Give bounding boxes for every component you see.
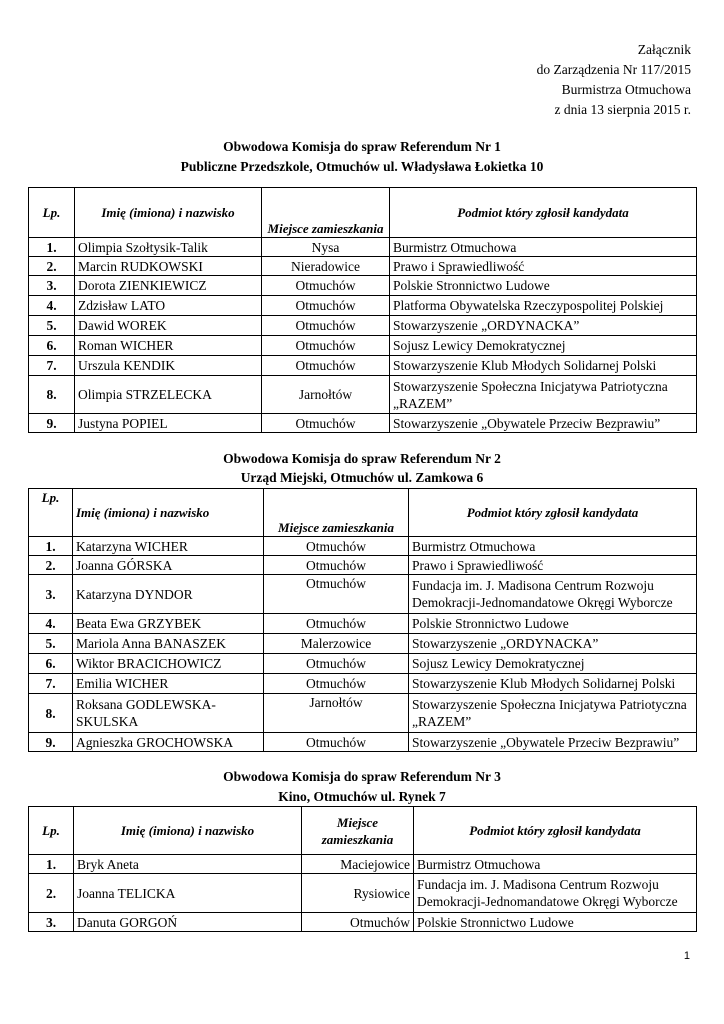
table-row bbox=[29, 913, 697, 932]
col-submitter-header: Podmiot który zgłosił kandydata bbox=[390, 188, 697, 238]
section-1-table bbox=[28, 187, 697, 433]
row-place: Otmuchów bbox=[264, 575, 409, 614]
row-name: Marcin RUDKOWSKI bbox=[75, 257, 262, 276]
row-submitter: Stowarzyszenie „Obywatele Przeciw Bezprawiu” bbox=[390, 414, 697, 433]
col-submitter-header: Podmiot który zgłosił kandydata bbox=[414, 807, 697, 855]
row-place: Otmuchów bbox=[262, 414, 390, 433]
col-lp-header: Lp. bbox=[29, 807, 74, 855]
row-lp: 6. bbox=[29, 654, 73, 674]
table-row bbox=[29, 316, 697, 336]
row-name: Zdzisław LATO bbox=[75, 296, 262, 316]
row-submitter: Polskie Stronnictwo Ludowe bbox=[390, 276, 697, 296]
header-line-3: Burmistrza Otmuchowa bbox=[561, 82, 691, 97]
row-submitter: Stowarzyszenie Klub Młodych Solidarnej Polski bbox=[409, 674, 697, 694]
row-submitter: Burmistrz Otmuchowa bbox=[414, 855, 697, 874]
row-lp: 3. bbox=[29, 575, 73, 614]
table-row bbox=[29, 575, 697, 614]
table-row bbox=[29, 556, 697, 575]
row-name: Bryk Aneta bbox=[74, 855, 302, 874]
row-place: Otmuchów bbox=[262, 276, 390, 296]
row-lp: 8. bbox=[29, 694, 73, 733]
row-lp: 5. bbox=[29, 316, 75, 336]
row-name: Mariola Anna BANASZEK bbox=[73, 634, 264, 654]
col-place-header: Miejsce zamieszkania bbox=[262, 188, 390, 238]
row-name: Beata Ewa GRZYBEK bbox=[73, 614, 264, 634]
row-lp: 9. bbox=[29, 414, 75, 433]
row-submitter: Stowarzyszenie „Obywatele Przeciw Bezprawiu” bbox=[409, 733, 697, 752]
table-row bbox=[29, 414, 697, 433]
row-name: Justyna POPIEL bbox=[75, 414, 262, 433]
row-submitter: Stowarzyszenie „ORDYNACKA” bbox=[390, 316, 697, 336]
section-2-title: Obwodowa Komisja do spraw Referendum Nr 2 bbox=[223, 451, 501, 466]
col-name-header: Imię (imiona) i nazwisko bbox=[74, 807, 302, 855]
table-row bbox=[29, 674, 697, 694]
section-2-subtitle: Urząd Miejski, Otmuchów ul. Zamkowa 6 bbox=[240, 470, 484, 485]
row-submitter: Fundacja im. J. Madisona Centrum Rozwoju Demokracji-Jednomandatowe Okręgi Wyborcze bbox=[414, 874, 697, 913]
table-row bbox=[29, 614, 697, 634]
table-header-row bbox=[29, 188, 697, 238]
section-2-table bbox=[28, 488, 697, 752]
row-lp: 9. bbox=[29, 733, 73, 752]
section-3-table bbox=[28, 806, 697, 932]
table-row bbox=[29, 356, 697, 376]
row-submitter: Stowarzyszenie „ORDYNACKA” bbox=[409, 634, 697, 654]
row-lp: 2. bbox=[29, 556, 73, 575]
table-row bbox=[29, 874, 697, 913]
row-lp: 4. bbox=[29, 614, 73, 634]
row-lp: 2. bbox=[29, 874, 74, 913]
row-place: Otmuchów bbox=[264, 674, 409, 694]
row-lp: 1. bbox=[29, 238, 75, 257]
row-place: Otmuchów bbox=[264, 556, 409, 575]
row-place: Otmuchów bbox=[262, 296, 390, 316]
row-place: Otmuchów bbox=[264, 614, 409, 634]
row-place: Otmuchów bbox=[264, 537, 409, 556]
row-lp: 1. bbox=[29, 537, 73, 556]
row-submitter: Polskie Stronnictwo Ludowe bbox=[414, 913, 697, 932]
row-lp: 8. bbox=[29, 376, 75, 414]
table-row bbox=[29, 855, 697, 874]
row-submitter: Burmistrz Otmuchowa bbox=[390, 238, 697, 257]
col-name-header: Imię (imiona) i nazwisko bbox=[75, 188, 262, 238]
table-row bbox=[29, 654, 697, 674]
col-name-header: Imię (imiona) i nazwisko bbox=[73, 489, 264, 537]
row-name: Wiktor BRACICHOWICZ bbox=[73, 654, 264, 674]
row-place: Jarnołtów bbox=[262, 376, 390, 414]
header-line-1: Załącznik bbox=[637, 42, 691, 57]
row-lp: 1. bbox=[29, 855, 74, 874]
row-place: Otmuchów bbox=[264, 654, 409, 674]
table-row bbox=[29, 376, 697, 414]
section-1-title: Obwodowa Komisja do spraw Referendum Nr 1 bbox=[223, 139, 501, 154]
row-place: Otmuchów bbox=[264, 733, 409, 752]
table-header-row bbox=[29, 807, 697, 855]
row-place: Jarnołtów bbox=[264, 694, 409, 733]
row-name: Katarzyna WICHER bbox=[73, 537, 264, 556]
row-place: Nysa bbox=[262, 238, 390, 257]
row-lp: 3. bbox=[29, 276, 75, 296]
table-row bbox=[29, 694, 697, 733]
row-place: Otmuchów bbox=[302, 913, 414, 932]
table-row bbox=[29, 336, 697, 356]
table-row bbox=[29, 634, 697, 654]
col-place-header: Miejsce zamieszkania bbox=[264, 489, 409, 537]
row-submitter: Prawo i Sprawiedliwość bbox=[390, 257, 697, 276]
header-line-4: z dnia 13 sierpnia 2015 r. bbox=[554, 102, 691, 117]
row-place: Maciejowice bbox=[302, 855, 414, 874]
row-name: Urszula KENDIK bbox=[75, 356, 262, 376]
table-row bbox=[29, 276, 697, 296]
col-lp-header: Lp. bbox=[29, 188, 75, 238]
row-place: Nieradowice bbox=[262, 257, 390, 276]
col-lp-header: Lp. bbox=[29, 489, 73, 537]
page-number: 1 bbox=[683, 950, 690, 962]
row-name: Agnieszka GROCHOWSKA bbox=[73, 733, 264, 752]
row-name: Olimpia STRZELECKA bbox=[75, 376, 262, 414]
row-lp: 5. bbox=[29, 634, 73, 654]
row-name: Danuta GORGOŃ bbox=[74, 913, 302, 932]
row-name: Roksana GODLEWSKA-SKULSKA bbox=[73, 694, 264, 733]
row-submitter: Burmistrz Otmuchowa bbox=[409, 537, 697, 556]
row-name: Emilia WICHER bbox=[73, 674, 264, 694]
col-submitter-header: Podmiot który zgłosił kandydata bbox=[409, 489, 697, 537]
attachment-header bbox=[537, 40, 691, 120]
row-place: Rysiowice bbox=[302, 874, 414, 913]
row-name: Roman WICHER bbox=[75, 336, 262, 356]
table-row bbox=[29, 257, 697, 276]
row-lp: 6. bbox=[29, 336, 75, 356]
row-lp: 2. bbox=[29, 257, 75, 276]
row-lp: 7. bbox=[29, 356, 75, 376]
table-row bbox=[29, 537, 697, 556]
row-submitter: Platforma Obywatelska Rzeczypospolitej Polskiej bbox=[390, 296, 697, 316]
table-row bbox=[29, 296, 697, 316]
row-name: Dorota ZIENKIEWICZ bbox=[75, 276, 262, 296]
header-line-2: do Zarządzenia Nr 117/2015 bbox=[536, 62, 691, 77]
row-lp: 7. bbox=[29, 674, 73, 694]
section-3-subtitle: Kino, Otmuchów ul. Rynek 7 bbox=[278, 789, 446, 804]
row-submitter: Stowarzyszenie Społeczna Inicjatywa Patriotyczna „RAZEM” bbox=[390, 376, 697, 414]
row-submitter: Polskie Stronnictwo Ludowe bbox=[409, 614, 697, 634]
row-lp: 3. bbox=[29, 913, 74, 932]
row-submitter: Stowarzyszenie Klub Młodych Solidarnej Polski bbox=[390, 356, 697, 376]
row-submitter: Sojusz Lewicy Demokratycznej bbox=[409, 654, 697, 674]
row-submitter: Stowarzyszenie Społeczna Inicjatywa Patriotyczna „RAZEM” bbox=[409, 694, 697, 733]
row-place: Otmuchów bbox=[262, 356, 390, 376]
section-1-subtitle: Publiczne Przedszkole, Otmuchów ul. Władysława Łokietka 10 bbox=[180, 159, 544, 174]
table-header-row bbox=[29, 489, 697, 537]
row-lp: 4. bbox=[29, 296, 75, 316]
row-name: Katarzyna DYNDOR bbox=[73, 575, 264, 614]
row-submitter: Prawo i Sprawiedliwość bbox=[409, 556, 697, 575]
row-submitter: Fundacja im. J. Madisona Centrum Rozwoju Demokracji-Jednomandatowe Okręgi Wyborcze bbox=[409, 575, 697, 614]
row-submitter: Sojusz Lewicy Demokratycznej bbox=[390, 336, 697, 356]
col-place-header: Miejsce zamieszkania bbox=[302, 807, 414, 855]
table-row bbox=[29, 238, 697, 257]
section-3-title: Obwodowa Komisja do spraw Referendum Nr 3 bbox=[223, 769, 501, 784]
row-name: Olimpia Szołtysik-Talik bbox=[75, 238, 262, 257]
row-name: Joanna GÓRSKA bbox=[73, 556, 264, 575]
table-row bbox=[29, 733, 697, 752]
row-place: Malerzowice bbox=[264, 634, 409, 654]
row-place: Otmuchów bbox=[262, 316, 390, 336]
row-name: Joanna TELICKA bbox=[74, 874, 302, 913]
row-place: Otmuchów bbox=[262, 336, 390, 356]
row-name: Dawid WOREK bbox=[75, 316, 262, 336]
